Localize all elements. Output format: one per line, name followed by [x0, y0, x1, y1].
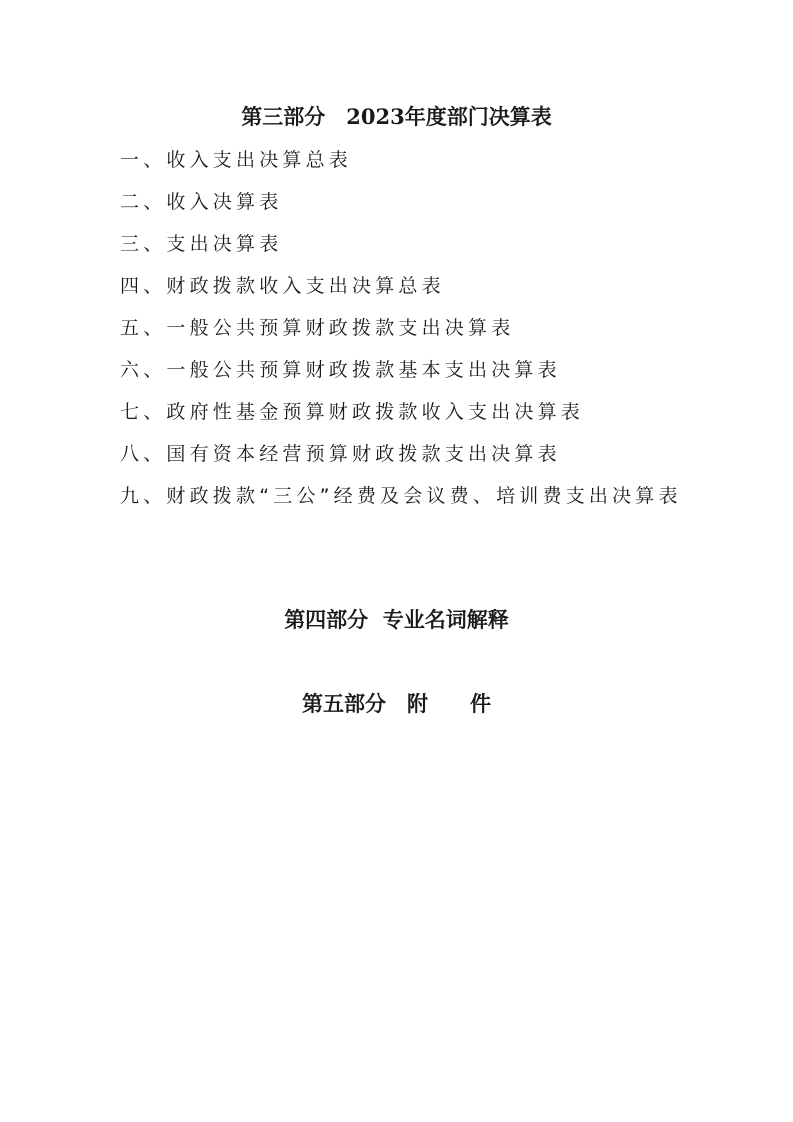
list-item: 四、财政拨款收入支出决算总表: [120, 275, 445, 297]
section3-heading: 第三部分 2023年度部门决算表: [241, 104, 552, 129]
list-item: 六、一般公共预算财政拨款基本支出决算表: [120, 359, 561, 381]
list-item: 二、收入决算表: [120, 191, 283, 213]
list-item: 九、财政拨款“三公”经费及会议费、培训费支出决算表: [120, 485, 682, 507]
list-item: 七、政府性基金预算财政拨款收入支出决算表: [120, 401, 585, 423]
section3-table-list: [120, 146, 682, 524]
list-item: 一、收入支出决算总表: [120, 149, 353, 171]
list-item: 三、支出决算表: [120, 233, 283, 255]
section5-heading: 第五部分 附 件: [302, 691, 491, 716]
list-item: 五、一般公共预算财政拨款支出决算表: [120, 317, 515, 339]
list-item: 八、国有资本经营预算财政拨款支出决算表: [120, 443, 561, 465]
section4-heading: 第四部分 专业名词解释: [284, 607, 509, 632]
